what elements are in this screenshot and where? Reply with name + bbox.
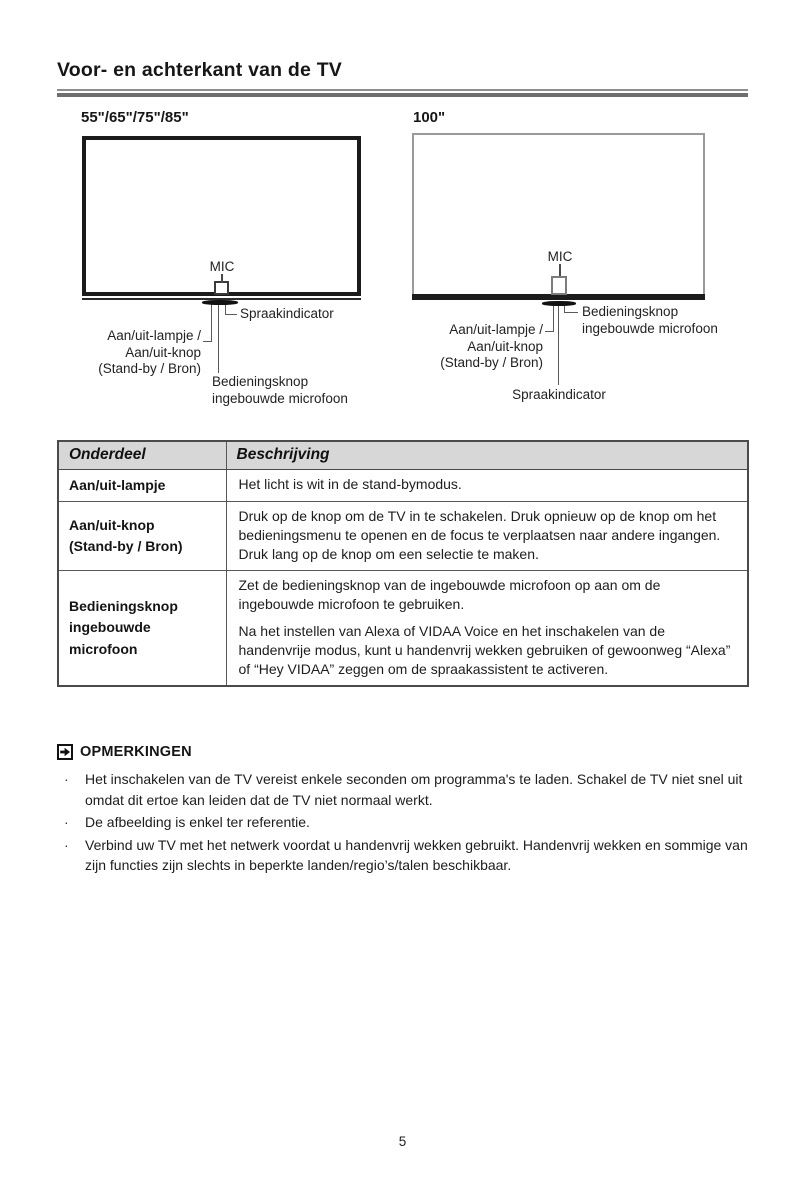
leader-line <box>545 331 553 332</box>
part-description-cell <box>226 502 748 571</box>
part-name-cell <box>58 469 226 502</box>
description-paragraph: Zet de bedieningsknop van de ingebouwde microfoon op aan om de ingebouwde microfoon te gebruiken. <box>238 577 661 612</box>
description-paragraph: Na het instellen van Alexa of VIDAA Voice en het inschakelen van de handenvrije modus, kunt u handenvrij wekken gebruiken of gewoonweg “Alexa” of “Hey VIDAA” zeggen om de spraakassistent te activeren. <box>238 623 731 677</box>
label-line: Aan/uit-lampje / <box>107 328 201 343</box>
leader-line <box>225 314 237 315</box>
control-button-right <box>542 301 576 306</box>
mic-box-right <box>551 276 567 295</box>
label-line: ingebouwde microfoon <box>212 390 348 406</box>
table-header-onderdeel: Onderdeel <box>58 441 226 469</box>
bullet: · <box>64 814 69 830</box>
bullet: · <box>64 836 69 853</box>
notes-list <box>57 769 749 878</box>
label-line: Aan/uit-knop <box>467 338 543 354</box>
diagram-right-heading: 100" <box>413 109 446 126</box>
label-line: Bedieningsknop <box>582 304 679 319</box>
part-description-cell <box>226 469 748 502</box>
leader-line <box>211 304 212 342</box>
notes-heading: OPMERKINGEN <box>80 744 192 760</box>
mic-label-right: MIC <box>547 249 573 264</box>
leader-line <box>553 305 554 332</box>
label-speech-indicator-right: Spraakindicator <box>512 387 606 402</box>
label-line: (Stand-by / Bron) <box>98 361 201 376</box>
label-mic-control-left <box>212 374 348 407</box>
mic-box-left <box>214 281 229 295</box>
table-row <box>58 469 748 502</box>
part-name-cell <box>58 502 226 571</box>
part-name-line: ingebouwde <box>69 619 151 636</box>
table-header-row <box>58 441 748 469</box>
label-power-left <box>58 328 201 378</box>
page-title: Voor- en achterkant van de TV <box>57 59 343 81</box>
diagram-left-heading: 55"/65"/75"/85" <box>81 109 189 126</box>
mic-stem-right <box>559 264 561 276</box>
part-name-line: Bedieningsknop <box>69 597 178 614</box>
mic-label-left: MIC <box>209 259 235 274</box>
note-text: Verbind uw TV met het netwerk voordat u handenvrij wekken gebruikt. Handenvrij wekken en sommige van zijn functies zijn slechts in beperkte landen/regio’s/talen beschikbaar. <box>85 836 748 873</box>
page-number: 5 <box>398 1134 407 1149</box>
leader-line <box>558 305 559 385</box>
leader-line <box>203 341 212 342</box>
description-paragraph: Het licht is wit in de stand-bymodus. <box>238 476 462 493</box>
label-line: Bedieningsknop <box>212 374 309 389</box>
label-line: ingebouwde microfoon <box>582 320 718 336</box>
mic-stem-left <box>221 274 223 283</box>
part-name-line: (Stand-by / Bron) <box>69 538 183 554</box>
part-name-line: Aan/uit-knop <box>69 516 155 533</box>
part-name-line: microfoon <box>69 640 138 657</box>
control-button-left <box>202 300 238 305</box>
label-speech-indicator-left: Spraakindicator <box>240 306 334 321</box>
label-line: Aan/uit-lampje / <box>449 322 543 337</box>
part-description-cell <box>226 571 748 687</box>
part-name-cell <box>58 571 226 687</box>
label-mic-control-right <box>582 304 718 337</box>
label-power-right <box>400 322 543 372</box>
part-name-line: Aan/uit-lampje <box>69 476 166 493</box>
title-rule-thin <box>57 89 748 91</box>
label-line: Aan/uit-knop <box>125 344 201 360</box>
note-item <box>57 812 749 833</box>
note-text: De afbeelding is enkel ter referentie. <box>85 814 310 830</box>
notes-header <box>57 744 192 760</box>
label-line: (Stand-by / Bron) <box>440 355 543 370</box>
bullet: · <box>64 771 69 787</box>
note-item <box>57 769 749 810</box>
arrow-right-boxed-icon <box>57 744 73 760</box>
table-row <box>58 571 748 687</box>
leader-line <box>564 312 578 313</box>
table-row <box>58 502 748 571</box>
note-text: Het inschakelen van de TV vereist enkele seconden om programma's te laden. Schakel de TV niet snel uit omdat dit ertoe kan leiden dat de TV niet normaal werkt. <box>85 771 743 808</box>
note-item <box>57 835 749 876</box>
table-header-beschrijving: Beschrijving <box>226 441 748 469</box>
leader-line <box>218 304 219 373</box>
title-rule-thick <box>57 93 748 97</box>
description-paragraph: Druk op de knop om de TV in te schakelen. Druk opnieuw op de knop om het bedieningsmenu te openen en de focus te verplaatsen naar andere ingangen. Druk lang op de knop om een selectie te maken. <box>238 508 721 562</box>
parts-table <box>57 440 749 687</box>
